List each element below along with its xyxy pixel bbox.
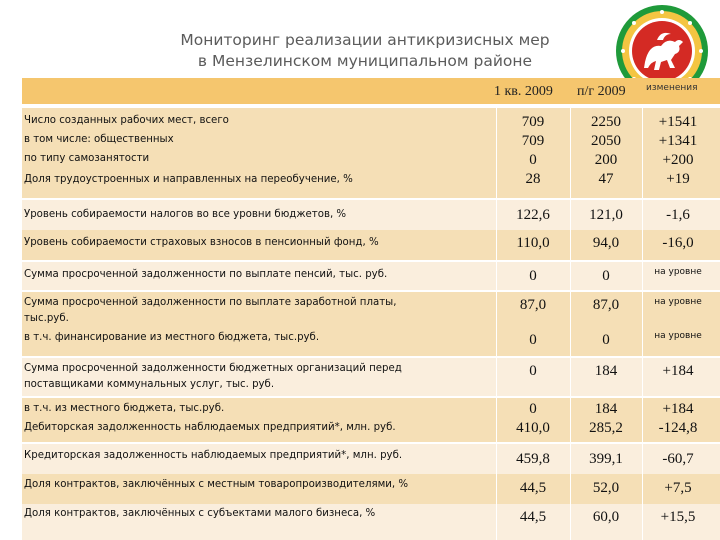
row-label: по типу самозанятости: [24, 153, 150, 164]
table-row: [22, 474, 720, 504]
cell-value: 87,0: [519, 297, 547, 313]
cell-value: на уровне: [654, 297, 702, 307]
header-col-q1: 1 кв. 2009: [494, 84, 553, 99]
table-row: [22, 292, 720, 328]
cell-value: 399,1: [589, 451, 623, 467]
cell-value: 121,0: [589, 207, 623, 223]
column-divider: [570, 104, 571, 540]
cell-value: 122,6: [516, 207, 550, 223]
cell-value: 410,0: [516, 420, 550, 436]
cell-value: 0: [529, 363, 537, 379]
row-label: поставщиками коммунальных услуг, тыс. руб.: [24, 379, 275, 390]
cell-value: 60,0: [592, 509, 620, 525]
row-label: Сумма просроченной задолженности бюджетных организаций перед: [24, 363, 402, 374]
cell-value: +200: [662, 152, 694, 168]
cell-value: +184: [662, 363, 694, 379]
cell-value: -60,7: [662, 451, 694, 467]
table-row: [22, 444, 720, 474]
cell-value: 94,0: [592, 235, 620, 251]
cell-value: 184: [594, 363, 618, 379]
cell-value: 0: [529, 268, 537, 284]
row-label: Доля трудоустроенных и направленных на переобучение, %: [24, 174, 353, 185]
table-row: [22, 108, 720, 198]
cell-value: на уровне: [654, 331, 702, 341]
cell-value: 0: [602, 268, 610, 284]
row-label: Число созданных рабочих мест, всего: [24, 115, 229, 126]
cell-value: +1341: [658, 133, 698, 149]
cell-value: 184: [594, 401, 618, 417]
row-label: в т.ч. из местного бюджета, тыс.руб.: [24, 403, 225, 414]
cell-value: 44,5: [519, 480, 547, 496]
cell-value: 110,0: [516, 235, 550, 251]
table-row: [22, 230, 720, 260]
title-line-2: в Мензелинском муниципальном районе: [197, 52, 533, 70]
cell-value: 2250: [591, 114, 621, 130]
cell-value: 0: [602, 332, 610, 348]
cell-value: 2050: [591, 133, 621, 149]
row-label: тыс.руб.: [24, 313, 69, 324]
cell-value: +15,5: [660, 509, 696, 525]
page-title: [150, 30, 580, 72]
cell-value: +184: [662, 401, 694, 417]
cell-value: 0: [529, 401, 537, 417]
row-label: Уровень собираемости налогов во все уровни бюджетов, %: [24, 209, 347, 220]
cell-value: 200: [594, 152, 618, 168]
header-col-h1: п/г 2009: [577, 84, 626, 99]
table-row: [22, 358, 720, 396]
row-label: Уровень собираемости страховых взносов в пенсионный фонд, %: [24, 237, 379, 248]
row-label: Дебиторская задолженность наблюдаемых предприятий*, млн. руб.: [24, 422, 396, 433]
cell-value: 285,2: [589, 420, 623, 436]
table-row: [22, 398, 720, 442]
cell-value: -124,8: [658, 420, 698, 436]
cell-value: на уровне: [654, 267, 702, 277]
row-label: Сумма просроченной задолженности по выплате заработной платы,: [24, 297, 397, 308]
cell-value: +1541: [658, 114, 698, 130]
table-row: [22, 200, 720, 230]
row-label: Доля контрактов, заключённых с местным товаропроизводителями, %: [24, 479, 409, 490]
cell-value: 709: [521, 114, 545, 130]
cell-value: +19: [666, 171, 690, 187]
cell-value: -16,0: [662, 235, 694, 251]
row-label: Доля контрактов, заключённых с субъектами малого бизнеса, %: [24, 508, 376, 519]
cell-value: 0: [529, 152, 537, 168]
row-label: в том числе: общественных: [24, 134, 174, 145]
row-label: Кредиторская задолженность наблюдаемых предприятий*, млн. руб.: [24, 450, 403, 461]
cell-value: +7,5: [664, 480, 692, 496]
header-col-change: изменения: [646, 83, 698, 93]
cell-value: 28: [525, 171, 541, 187]
row-label: в т.ч. финансирование из местного бюджета, тыс.руб.: [24, 332, 320, 343]
cell-value: 459,8: [516, 451, 550, 467]
table-row: [22, 262, 720, 290]
cell-value: 47: [598, 171, 614, 187]
table-row: [22, 504, 720, 540]
cell-value: 87,0: [592, 297, 620, 313]
cell-value: 0: [529, 332, 537, 348]
table-row: [22, 328, 720, 356]
cell-value: -1,6: [666, 207, 690, 223]
cell-value: 52,0: [592, 480, 620, 496]
cell-value: 44,5: [519, 509, 547, 525]
cell-value: 709: [521, 133, 545, 149]
column-divider: [642, 104, 643, 540]
row-label: Сумма просроченной задолженности по выплате пенсий, тыс. руб.: [24, 269, 388, 280]
title-line-1: Мониторинг реализации антикризисных мер: [180, 31, 550, 49]
column-divider: [496, 104, 497, 540]
